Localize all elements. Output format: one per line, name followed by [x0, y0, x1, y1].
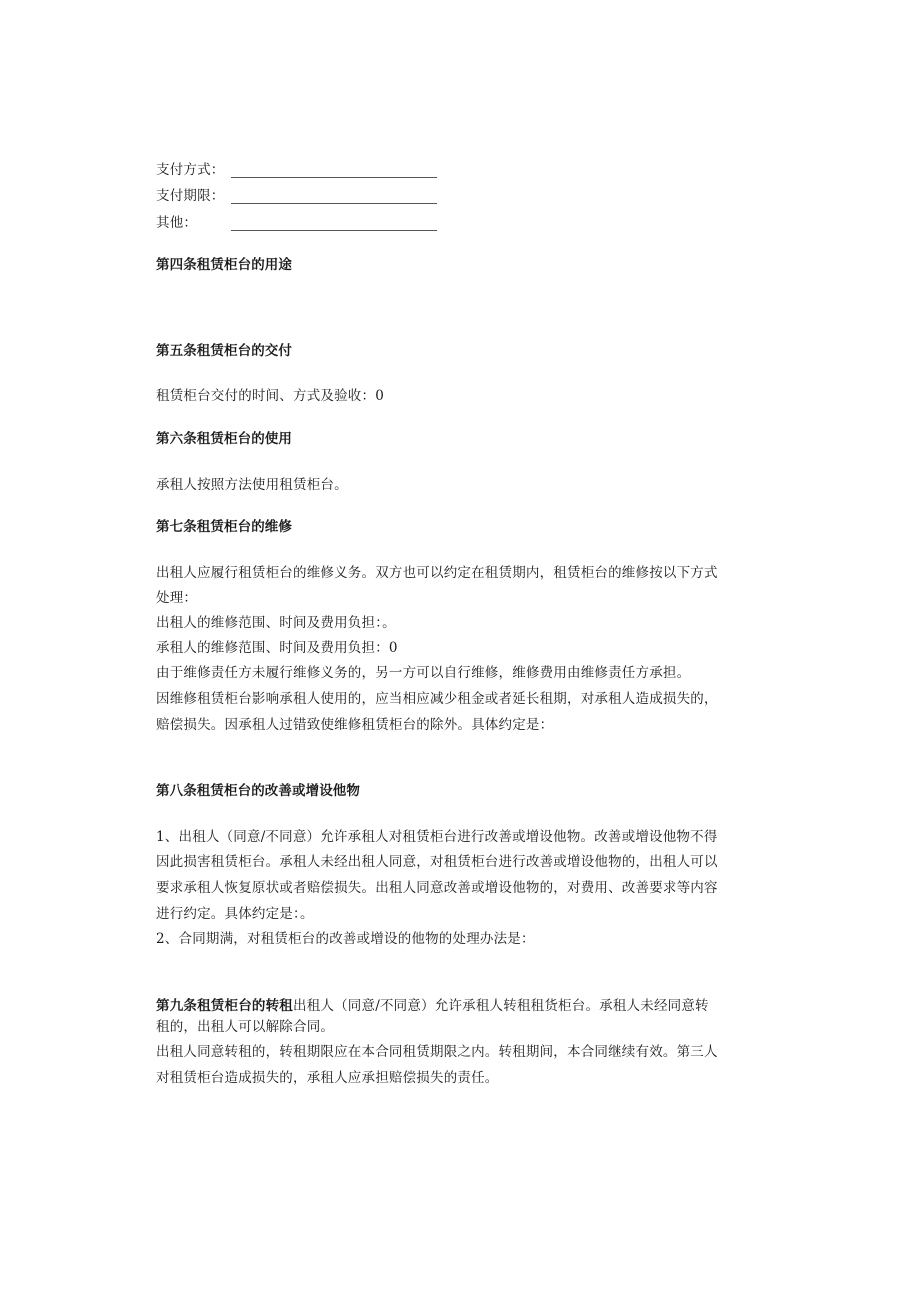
article-8-line: 进行约定。具体约定是：。 [156, 906, 314, 922]
article-8-line: 2、合同期满，对租赁柜台的改善或增设的他物的处理办法是： [156, 931, 535, 947]
article-7-line: 处理： [156, 590, 198, 606]
article-5-text: 租赁柜台交付的时间、方式及验收：0 [156, 388, 384, 404]
payment-method-blank [231, 177, 437, 178]
article-9-first-line-text: 出租人（同意/不同意）允许承租人转租租货柜台。承租人未经同意转 [293, 998, 709, 1014]
article-9-heading: 第九条租赁柜台的转租 [156, 998, 293, 1014]
article-8-line: 1、出租人（同意/不同意）允许承租人对租赁柜台进行改善或增设他物。改善或增设他物不得 [156, 829, 718, 845]
article-8-line: 要求承租人恢复原状或者赔偿损失。出租人同意改善或增设他物的，对费用、改善要求等内容 [156, 880, 718, 896]
payment-deadline-blank [231, 203, 437, 204]
article-6-heading: 第六条租赁柜台的使用 [156, 431, 292, 447]
article-7-line: 赔偿损失。因承租人过错致使维修租赁柜台的除外。具体约定是： [156, 717, 554, 733]
payment-other-blank [231, 230, 437, 231]
payment-deadline-label: 支付期限： [156, 188, 225, 204]
payment-method-label: 支付方式： [156, 162, 225, 178]
article-7-line: 出租人的维修范围、时间及费用负担：。 [156, 615, 396, 631]
article-7-line: 由于维修责任方未履行维修义务的，另一方可以自行维修，维修费用由维修责任方承担。 [156, 665, 691, 681]
article-8-line: 因此损害租赁柜台。承租人未经出租人同意，对租赁柜台进行改善或增设他物的，出租人可以 [156, 854, 718, 870]
article-7-line: 因维修租赁柜台影响承租人使用的，应当相应减少租金或者延长租期，对承租人造成损失的， [156, 691, 718, 707]
article-8-heading: 第八条租赁柜台的改善或增设他物 [156, 783, 360, 799]
article-9-line: 对租赁柜台造成损失的，承租人应承担赔偿损失的责任。 [156, 1070, 499, 1086]
article-7-line: 出租人应履行租赁柜台的维修义务。双方也可以约定在租赁期内，租赁柜台的维修按以下方式 [156, 565, 718, 581]
article-7-line: 承租人的维修范围、时间及费用负担：0 [156, 640, 398, 656]
payment-other-label: 其他： [156, 215, 198, 231]
article-9-line: 出租人同意转租的，转租期限应在本合同租赁期限之内。转租期间，本合同继续有效。第三人 [156, 1044, 718, 1060]
article-5-heading: 第五条租赁柜台的交付 [156, 343, 292, 359]
article-7-heading: 第七条租赁柜台的维修 [156, 519, 292, 535]
article-9-line: 租的，出租人可以解除合同。 [156, 1019, 335, 1035]
article-4-heading: 第四条租赁柜台的用途 [156, 257, 292, 273]
article-9-first-line [156, 997, 709, 1015]
article-6-text: 承租人按照方法使用租赁柜台。 [156, 477, 348, 493]
